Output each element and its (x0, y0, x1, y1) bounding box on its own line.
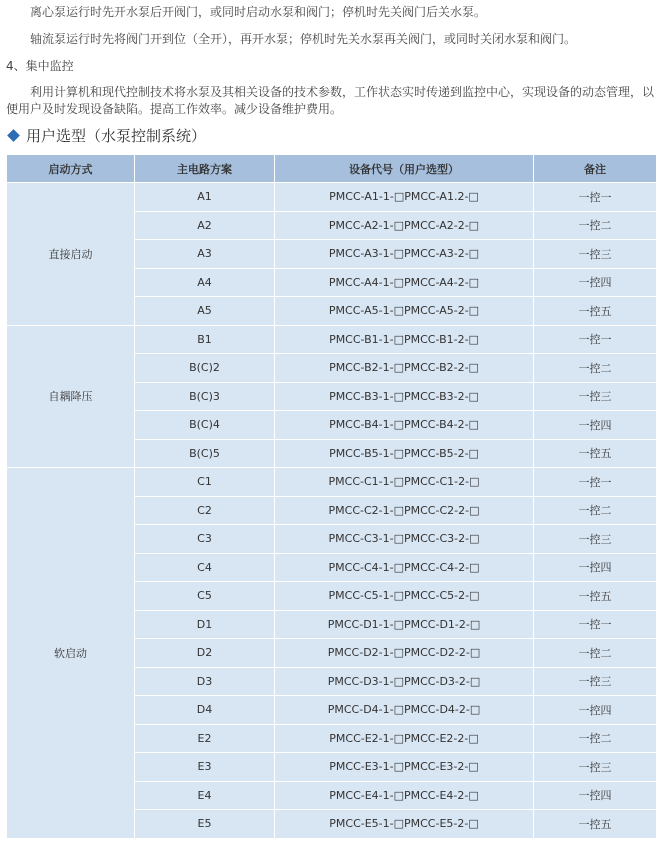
header-remark: 备注 (534, 155, 656, 182)
device-code-cell: PMCC-E2-1-□PMCC-E2-2-□ (275, 725, 533, 753)
start-method-cell: 软启动 (7, 468, 134, 838)
remark-cell: 一控二 (534, 354, 656, 382)
circuit-scheme-cell: C3 (135, 525, 274, 553)
device-code-cell: PMCC-E5-1-□PMCC-E5-2-□ (275, 810, 533, 838)
table-row (7, 183, 656, 211)
device-code-cell: PMCC-B5-1-□PMCC-B5-2-□ (275, 440, 533, 468)
remark-cell: 一控四 (534, 269, 656, 297)
intro-line-axial: 轴流泵运行时先将阀门开到位（全开），再开水泵；停机时先关水泵再关阀门，或同时关闭水泵和阀门。 (30, 32, 577, 46)
device-code-cell: PMCC-D2-1-□PMCC-D2-2-□ (275, 639, 533, 667)
remark-cell: 一控一 (534, 183, 656, 211)
device-code-cell: PMCC-B3-1-□PMCC-B3-2-□ (275, 383, 533, 411)
remark-cell: 一控二 (534, 639, 656, 667)
remark-cell: 一控四 (534, 411, 656, 439)
selection-table (6, 154, 657, 839)
section-title: 用户选型（水泵控制系统） (26, 126, 207, 145)
diamond-icon (7, 129, 20, 142)
device-code-cell: PMCC-D4-1-□PMCC-D4-2-□ (275, 696, 533, 724)
circuit-scheme-cell: A2 (135, 212, 274, 240)
table-body (7, 183, 656, 838)
remark-cell: 一控四 (534, 782, 656, 810)
device-code-cell: PMCC-A4-1-□PMCC-A4-2-□ (275, 269, 533, 297)
header-device-code: 设备代号（用户选型） (275, 155, 533, 182)
circuit-scheme-cell: A3 (135, 240, 274, 268)
remark-cell: 一控一 (534, 326, 656, 354)
circuit-scheme-cell: E2 (135, 725, 274, 753)
remark-cell: 一控二 (534, 725, 656, 753)
circuit-scheme-cell: A5 (135, 297, 274, 325)
remark-cell: 一控一 (534, 611, 656, 639)
remark-cell: 一控四 (534, 554, 656, 582)
remark-cell: 一控三 (534, 240, 656, 268)
circuit-scheme-cell: C1 (135, 468, 274, 496)
intro-line-centrifugal: 离心泵运行时先开水泵后开阀门，或同时启动水泵和阀门；停机时先关阀门后关水泵。 (30, 5, 487, 19)
device-code-cell: PMCC-E4-1-□PMCC-E4-2-□ (275, 782, 533, 810)
remark-cell: 一控三 (534, 668, 656, 696)
circuit-scheme-cell: E4 (135, 782, 274, 810)
remark-cell: 一控二 (534, 497, 656, 525)
remark-cell: 一控二 (534, 212, 656, 240)
circuit-scheme-cell: C2 (135, 497, 274, 525)
circuit-scheme-cell: E3 (135, 753, 274, 781)
remark-cell: 一控五 (534, 582, 656, 610)
table-header-row (7, 155, 656, 182)
device-code-cell: PMCC-D1-1-□PMCC-D1-2-□ (275, 611, 533, 639)
remark-cell: 一控三 (534, 753, 656, 781)
circuit-scheme-cell: D2 (135, 639, 274, 667)
circuit-scheme-cell: A4 (135, 269, 274, 297)
heading-monitoring: 4、集中监控 (6, 59, 74, 73)
table-row (7, 468, 656, 496)
device-code-cell: PMCC-B2-1-□PMCC-B2-2-□ (275, 354, 533, 382)
circuit-scheme-cell: D1 (135, 611, 274, 639)
section-header (6, 125, 206, 145)
circuit-scheme-cell: B1 (135, 326, 274, 354)
circuit-scheme-cell: B(C)2 (135, 354, 274, 382)
device-code-cell: PMCC-E3-1-□PMCC-E3-2-□ (275, 753, 533, 781)
remark-cell: 一控一 (534, 468, 656, 496)
device-code-cell: PMCC-D3-1-□PMCC-D3-2-□ (275, 668, 533, 696)
circuit-scheme-cell: D3 (135, 668, 274, 696)
device-code-cell: PMCC-A5-1-□PMCC-A5-2-□ (275, 297, 533, 325)
device-code-cell: PMCC-C1-1-□PMCC-C1-2-□ (275, 468, 533, 496)
circuit-scheme-cell: D4 (135, 696, 274, 724)
circuit-scheme-cell: B(C)5 (135, 440, 274, 468)
circuit-scheme-cell: C5 (135, 582, 274, 610)
start-method-cell: 自耦降压 (7, 326, 134, 468)
device-code-cell: PMCC-A1-1-□PMCC-A1.2-□ (275, 183, 533, 211)
remark-cell: 一控四 (534, 696, 656, 724)
circuit-scheme-cell: C4 (135, 554, 274, 582)
device-code-cell: PMCC-A3-1-□PMCC-A3-2-□ (275, 240, 533, 268)
device-code-cell: PMCC-A2-1-□PMCC-A2-2-□ (275, 212, 533, 240)
device-code-cell: PMCC-B4-1-□PMCC-B4-2-□ (275, 411, 533, 439)
device-code-cell: PMCC-B1-1-□PMCC-B1-2-□ (275, 326, 533, 354)
remark-cell: 一控五 (534, 810, 656, 838)
device-code-cell: PMCC-C4-1-□PMCC-C4-2-□ (275, 554, 533, 582)
remark-cell: 一控三 (534, 525, 656, 553)
device-code-cell: PMCC-C2-1-□PMCC-C2-2-□ (275, 497, 533, 525)
device-code-cell: PMCC-C3-1-□PMCC-C3-2-□ (275, 525, 533, 553)
device-code-cell: PMCC-C5-1-□PMCC-C5-2-□ (275, 582, 533, 610)
header-start-method: 启动方式 (7, 155, 134, 182)
remark-cell: 一控五 (534, 297, 656, 325)
monitoring-paragraph: 利用计算机和现代控制技术将水泵及其相关设备的技术参数，工作状态实时传递到监控中心，实现设备的动态管理，以便用户及时发现设备缺陷。提高工作效率。减少设备维护费用。 (6, 85, 655, 116)
header-circuit-scheme: 主电路方案 (135, 155, 274, 182)
circuit-scheme-cell: E5 (135, 810, 274, 838)
circuit-scheme-cell: B(C)4 (135, 411, 274, 439)
remark-cell: 一控五 (534, 440, 656, 468)
circuit-scheme-cell: B(C)3 (135, 383, 274, 411)
circuit-scheme-cell: A1 (135, 183, 274, 211)
table-row (7, 326, 656, 354)
start-method-cell: 直接启动 (7, 183, 134, 325)
remark-cell: 一控三 (534, 383, 656, 411)
